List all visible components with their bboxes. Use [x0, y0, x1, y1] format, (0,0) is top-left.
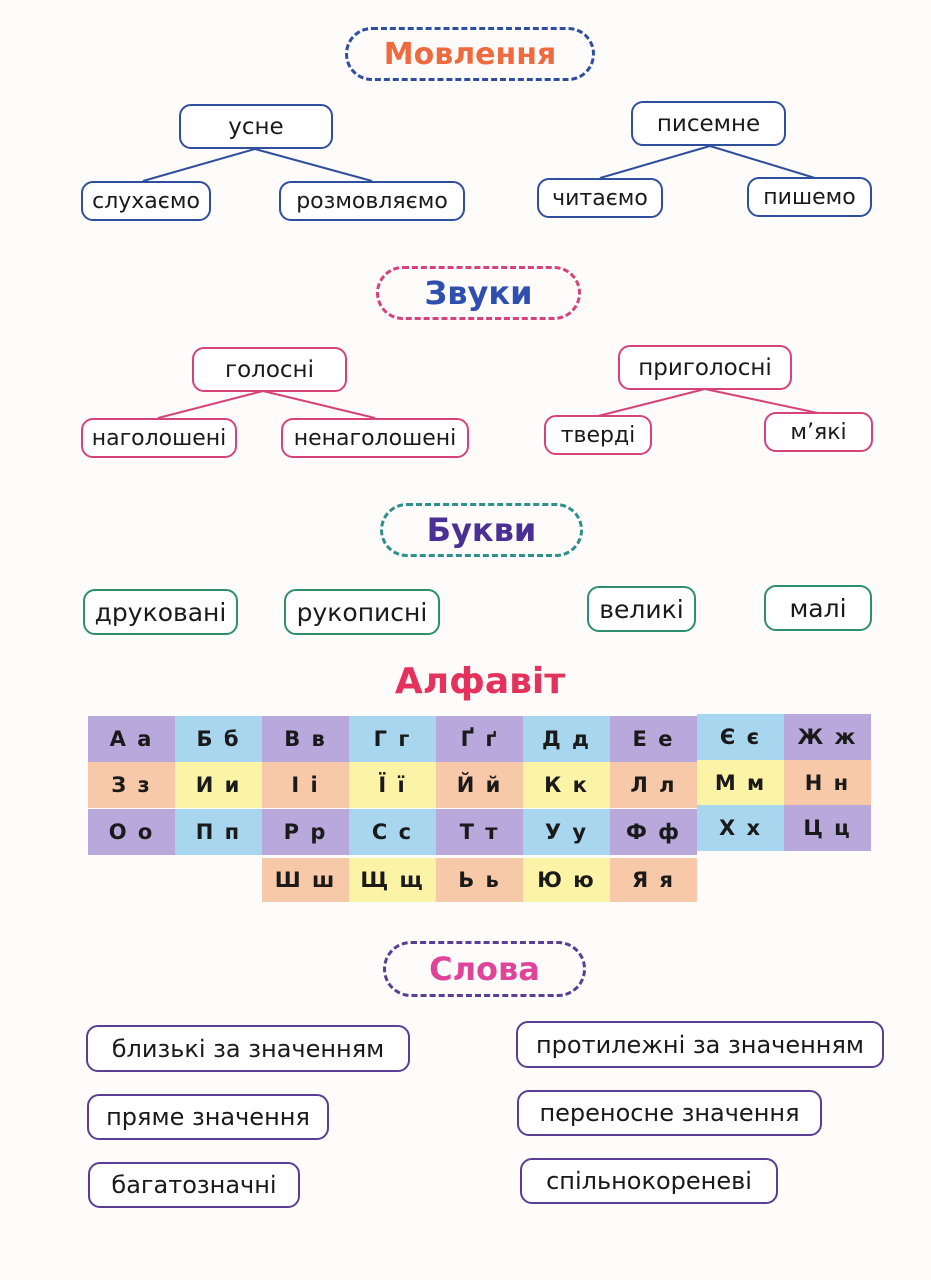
figurative-meaning-box: переносне значення — [517, 1090, 822, 1136]
writing-box: пишемо — [747, 177, 872, 217]
alphabet-cell: С с — [349, 809, 436, 855]
vowels-box: голосні — [192, 347, 347, 392]
alphabet-title: Алфавіт — [394, 660, 566, 702]
alphabet-cell: Н н — [784, 760, 871, 806]
alphabet-cell: К к — [523, 762, 610, 808]
alphabet-cell: Ж ж — [784, 714, 871, 760]
capital-letters-box: великі — [587, 586, 696, 632]
alphabet-cell: А а — [88, 716, 175, 762]
reading-box: читаємо — [537, 178, 663, 218]
printed-letters-box: друковані — [83, 589, 238, 635]
alphabet-cell: Г г — [349, 716, 436, 762]
synonyms-box: близькі за значенням — [86, 1025, 410, 1072]
direct-meaning-box: пряме значення — [87, 1094, 329, 1140]
alphabet-cell: Д д — [523, 716, 610, 762]
alphabet-cell: Т т — [436, 809, 523, 855]
alphabet-cell: У у — [523, 809, 610, 855]
alphabet-cell: Е е — [610, 716, 697, 762]
talking-box: розмовляємо — [279, 181, 465, 221]
alphabet-cell: И и — [175, 762, 262, 808]
alphabet-cell: Ї ї — [349, 762, 436, 808]
antonyms-box: протилежні за значенням — [516, 1021, 884, 1068]
alphabet-cell: Я я — [610, 858, 697, 902]
alphabet-cell: Б б — [175, 716, 262, 762]
alphabet-cell: Ф ф — [610, 809, 697, 855]
letters-title: Букви — [380, 503, 583, 557]
alphabet-cell: Ц ц — [784, 805, 871, 851]
alphabet-cell: Ю ю — [523, 858, 610, 902]
alphabet-cell: П п — [175, 809, 262, 855]
alphabet-cell: І і — [262, 762, 349, 808]
small-letters-box: малі — [764, 585, 872, 631]
polysemous-box: багатозначні — [88, 1162, 300, 1208]
alphabet-cell: Х х — [697, 805, 784, 851]
unstressed-box: ненаголошені — [281, 418, 469, 458]
stressed-box: наголошені — [81, 418, 237, 458]
alphabet-table — [88, 716, 871, 902]
written-speech-box: писемне — [631, 101, 786, 146]
listening-box: слухаємо — [81, 181, 211, 221]
speech-title: Мовлення — [345, 27, 595, 81]
alphabet-cell: Ь ь — [436, 858, 523, 902]
sounds-title: Звуки — [376, 266, 581, 320]
alphabet-cell: В в — [262, 716, 349, 762]
hard-box: тверді — [544, 415, 652, 455]
consonants-box: приголосні — [618, 345, 792, 390]
alphabet-cell: Р р — [262, 809, 349, 855]
alphabet-cell: Й й — [436, 762, 523, 808]
oral-speech-box: усне — [179, 104, 333, 149]
alphabet-cell: Ш ш — [262, 858, 349, 902]
cognates-box: спільнокореневі — [520, 1158, 778, 1204]
alphabet-cell: Л л — [610, 762, 697, 808]
soft-box: м’які — [764, 412, 873, 452]
alphabet-cell: О о — [88, 809, 175, 855]
alphabet-cell: Ґ ґ — [436, 716, 523, 762]
alphabet-cell: М м — [697, 760, 784, 806]
handwritten-letters-box: рукописні — [284, 589, 440, 635]
alphabet-cell: Щ щ — [349, 858, 436, 902]
alphabet-cell: Є є — [697, 714, 784, 760]
alphabet-cell: З з — [88, 762, 175, 808]
words-title: Слова — [383, 941, 586, 997]
